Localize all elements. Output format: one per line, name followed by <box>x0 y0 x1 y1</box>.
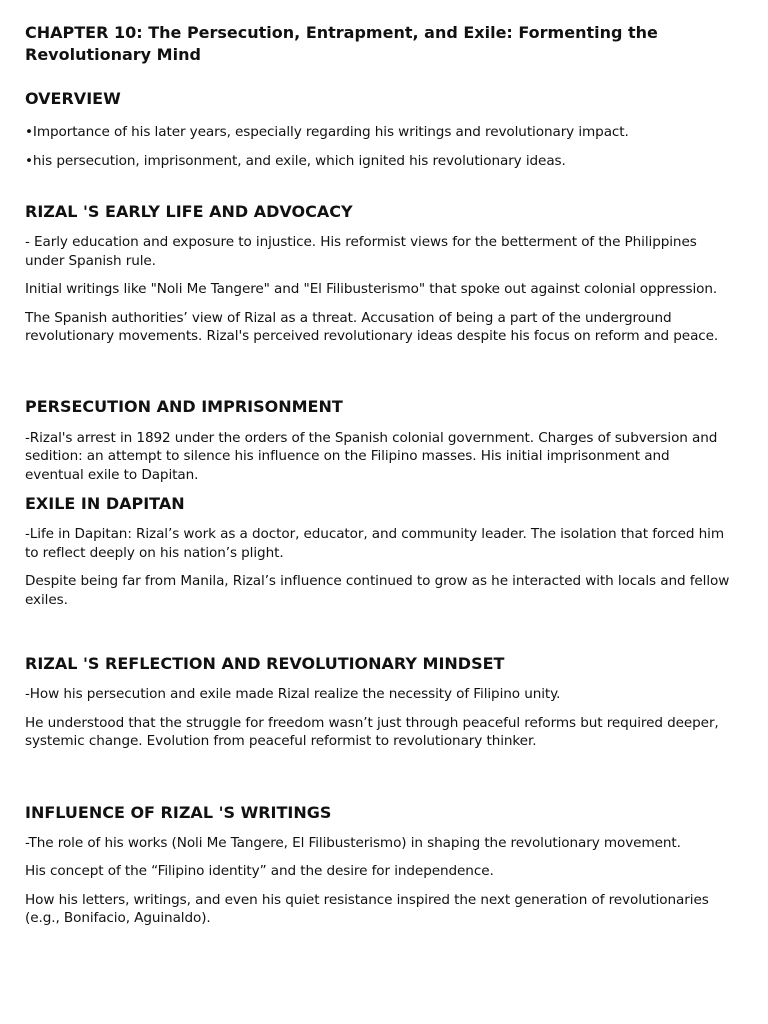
paragraph: - Early education and exposure to injustice. His reformist views for the betterment of the Philippines under Spanish rule. <box>25 234 697 269</box>
paragraph: •his persecution, imprisonment, and exile, which ignited his revolutionary ideas. <box>25 152 566 169</box>
section-exile-dapitan <box>25 494 732 609</box>
section-heading: RIZAL 'S EARLY LIFE AND ADVOCACY <box>25 202 353 221</box>
section-influence <box>25 803 732 928</box>
section-heading: OVERVIEW <box>25 89 121 108</box>
chapter-title: CHAPTER 10: The Persecution, Entrapment, and Exile: Formenting the Revolutionary Mind <box>25 23 658 64</box>
paragraph: His concept of the “Filipino identity” and the desire for independence. <box>25 863 494 879</box>
paragraph: -The role of his works (Noli Me Tangere, El Filibusterismo) in shaping the revolutionary movement. <box>25 834 681 851</box>
paragraph: Initial writings like "Noli Me Tangere" and "El Filibusterismo" that spoke out against colonial oppression. <box>25 281 718 297</box>
paragraph: -How his persecution and exile made Rizal realize the necessity of Filipino unity. <box>25 686 561 702</box>
paragraph: •Importance of his later years, especially regarding his writings and revolutionary impact. <box>25 124 629 140</box>
section-heading: EXILE IN DAPITAN <box>25 494 185 513</box>
section-heading: RIZAL 'S REFLECTION AND REVOLUTIONARY MINDSET <box>25 654 505 673</box>
paragraph: Despite being far from Manila, Rizal’s influence continued to grow as he interacted with locals and fellow exiles. <box>25 573 730 608</box>
paragraph: -Rizal's arrest in 1892 under the orders of the Spanish colonial government. Charges of subversion and sedition: an attempt to silence his influence on the Filipino masses. His initial imprisonment and eventual exile to Dapitan. <box>25 429 718 483</box>
paragraph: How his letters, writings, and even his quiet resistance inspired the next generation of revolutionaries (e.g., Bonifacio, Aguinaldo). <box>25 891 709 926</box>
paragraph: -Life in Dapitan: Rizal’s work as a doctor, educator, and community leader. The isolation that forced him to reflect deeply on his nation’s plight. <box>25 526 725 561</box>
section-heading: PERSECUTION AND IMPRISONMENT <box>25 396 343 416</box>
section-heading: INFLUENCE OF RIZAL 'S WRITINGS <box>25 802 332 822</box>
section-persecution <box>25 397 732 485</box>
section-reflection <box>25 654 732 751</box>
paragraph: The Spanish authorities’ view of Rizal as a threat. Accusation of being a part of the underground revolutionary movements. Rizal's perceived revolutionary ideas despite his focus on reform and peace. <box>25 309 719 344</box>
section-overview <box>25 89 732 170</box>
paragraph: He understood that the struggle for freedom wasn’t just through peaceful reforms but required deeper, systemic change. Evolution from peaceful reformist to revolutionary thinker. <box>25 714 719 749</box>
section-early-life <box>25 202 732 346</box>
